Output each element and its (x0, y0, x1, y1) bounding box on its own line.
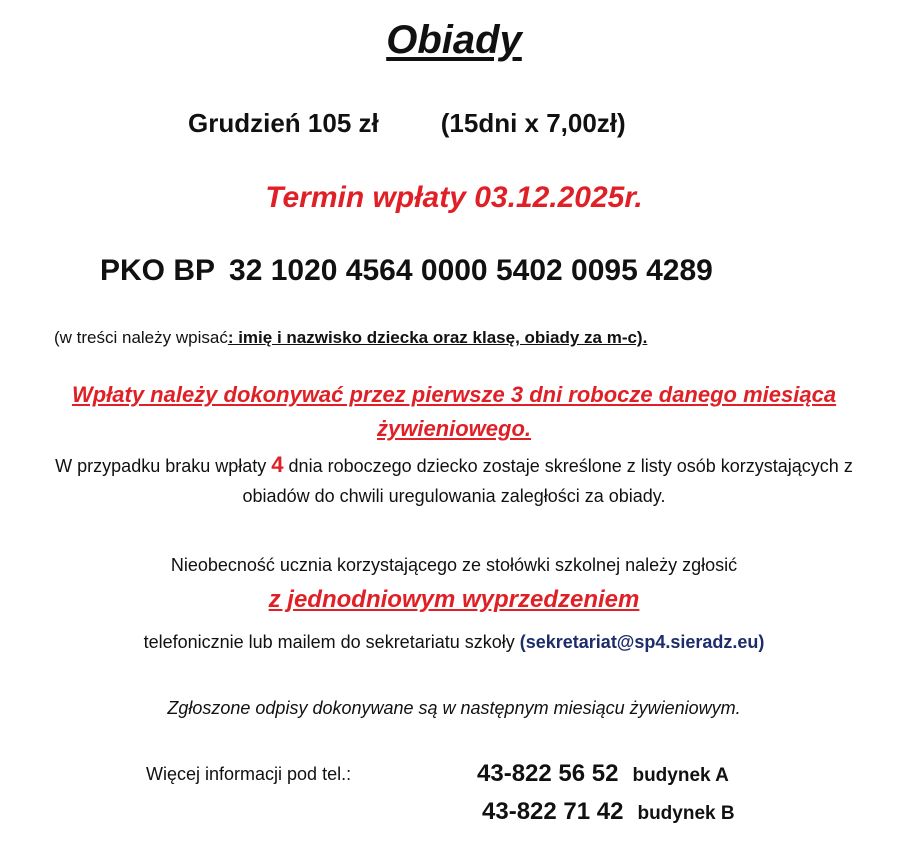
price-row (188, 108, 626, 139)
bank-name: PKO BP (100, 254, 216, 287)
building-label: budynek A (632, 765, 729, 786)
note-emphasis: : imię i nazwisko dziecka oraz klasę, obiady za m-c). (227, 328, 648, 347)
phone-number: 43-822 56 52 (477, 760, 619, 787)
nonpayment-before: W przypadku braku wpłaty (55, 456, 267, 476)
payment-rule: Wpłaty należy dokonywać przez pierwsze 3 dni robocze danego miesiąca żywieniowego. (71, 382, 837, 441)
refunds-note: Zgłoszone odpisy dokonywane są w następnym miesiącu żywieniowym. (167, 698, 741, 718)
contact-text: telefonicznie lub mailem do sekretariatu szkoły (143, 632, 515, 652)
more-info-label: Więcej informacji pod tel.: (146, 764, 352, 784)
account-number: 32 1020 4564 0000 5402 0095 4289 (229, 254, 713, 287)
nonpayment-after: dnia roboczego dziecko zostaje skreślone z listy osób korzystających z obiadów do chwili uregulowania zaległości za obiady. (242, 456, 853, 506)
phone-building-b[interactable] (482, 798, 735, 826)
payment-deadline: Termin wpłaty 03.12.2025r. (265, 181, 643, 214)
bank-account-row (100, 254, 713, 288)
nonpayment-day: 4 (271, 452, 284, 477)
note-prefix: (w treści należy wpisać (54, 328, 228, 347)
phone-building-a[interactable] (477, 760, 729, 788)
contact-email[interactable]: (sekretariat@sp4.sieradz.eu) (519, 632, 765, 652)
building-label: budynek B (637, 803, 735, 824)
phone-number: 43-822 71 42 (482, 798, 624, 825)
absence-advance-notice: z jednodniowym wyprzedzeniem (268, 586, 640, 613)
nonpayment-rule (20, 450, 888, 511)
month-price: Grudzień 105 zł (188, 108, 379, 138)
price-calculation: (15dni x 7,00zł) (440, 108, 626, 138)
absence-text: Nieobecność ucznia korzystającego ze stołówki szkolnej należy zgłosić (170, 555, 738, 575)
contact-line (0, 627, 908, 657)
transfer-note (54, 328, 647, 348)
page-title: Obiady (386, 18, 522, 62)
